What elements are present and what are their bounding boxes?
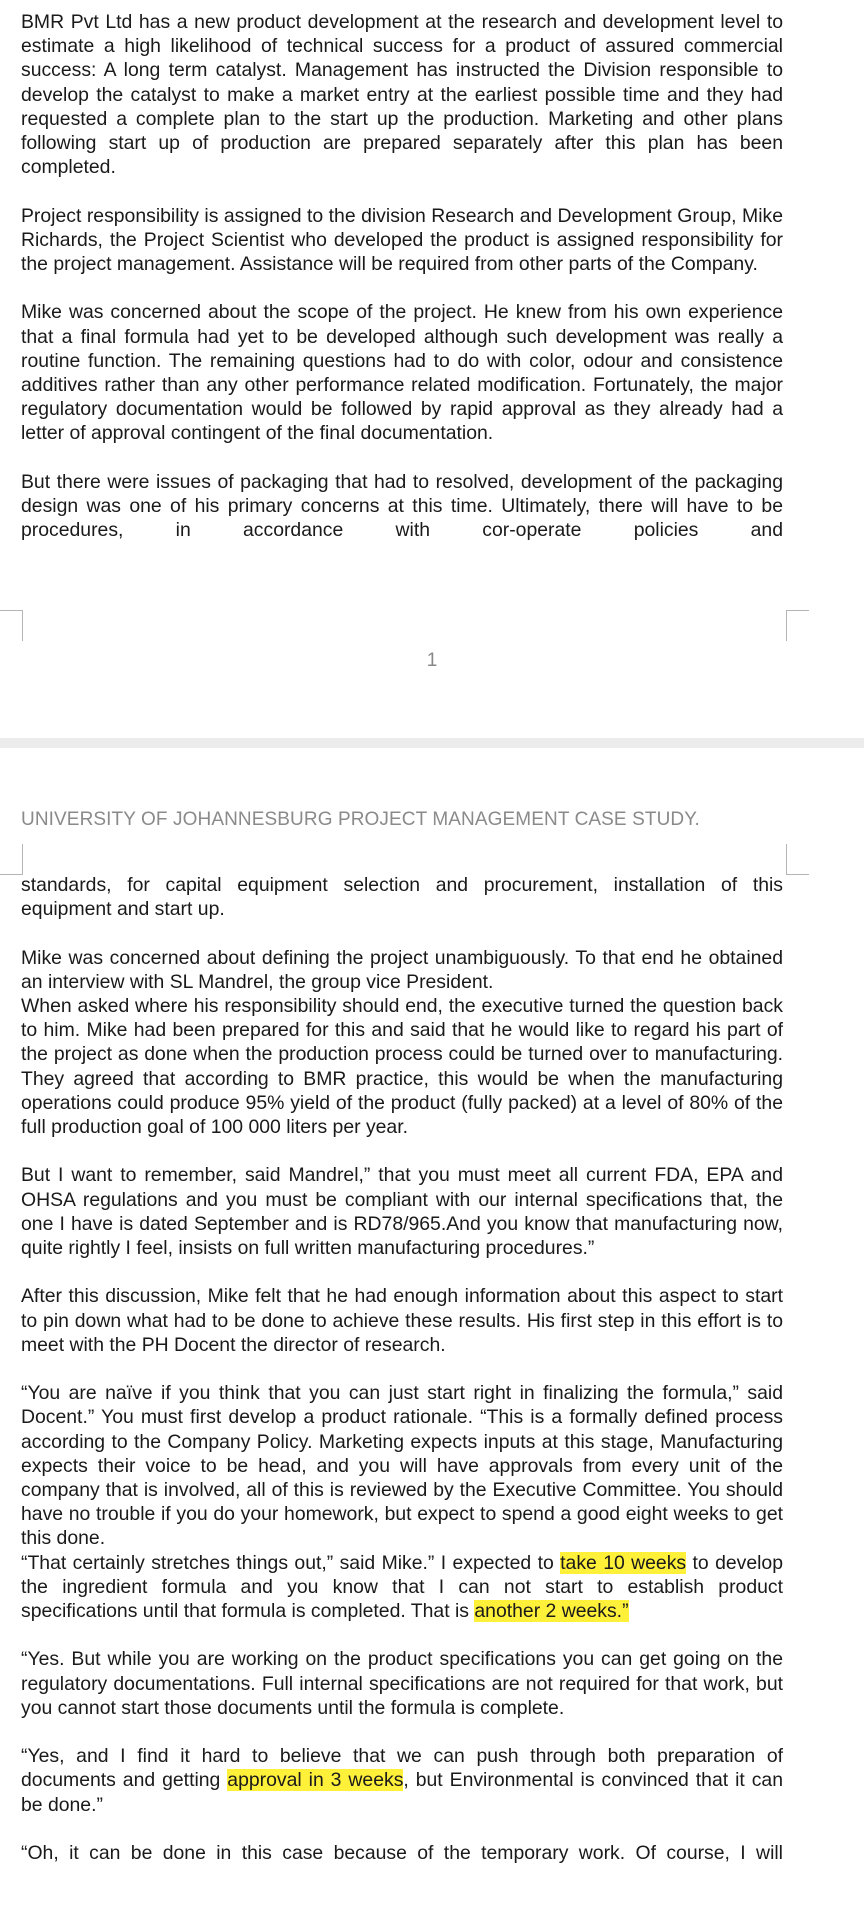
paragraph-4: But there were issues of packaging that had to resolved, development of the packaging design was one of his primary concerns at this time. Ultimately, there will have to be procedures, in accordance with cor-operate policies and [21,470,783,542]
header-corner-mark-left [0,844,23,875]
page-number: 1 [426,650,438,671]
paragraph-docent: “You are naïve if you think that you can just start right in finalizing the formula,” said Docent.” You must first develop a product rationale. “This is a formally defined process according to the Company Policy. Marketing expects inputs at this stage, Manufacturing expects their voice to be head, and you will have approvals from every unit of the company that is involved, all of this is reviewed by the Executive Committee. You should have no trouble if you do your homework, but expect to spend a good eight weeks to get this done. [21,1382,783,1550]
header-corner-mark-right [786,844,809,875]
highlight-another-2-weeks: another 2 weeks.” [474,1600,629,1623]
page-header: UNIVERSITY OF JOHANNESBURG PROJECT MANAGEMENT CASE STUDY. [21,809,700,830]
paragraph-mike-reply [21,1551,783,1624]
paragraph-continued: standards, for capital equipment selection and procurement, installation of this equipment and start up. [21,874,783,921]
margin-corner-mark-left [0,610,23,641]
page-1-body [21,10,783,567]
margin-corner-mark-right [786,610,809,641]
text-run: “That certainly stretches things out,” said Mike.” I expected to [21,1551,561,1574]
paragraph-mandrel-interview: Mike was concerned about defining the project unambiguously. To that end he obtained an interview with SL Mandrel, the group vice President. [21,946,783,993]
document-page-1 [0,0,864,738]
paragraph-approval [21,1744,783,1817]
page-2-body [21,873,783,1889]
paragraph-next-step: After this discussion, Mike felt that he had enough information about this aspect to start to pin down what had to be done to achieve these results. His first step in this effort is to meet with the PH Docent the director of research. [21,1285,783,1356]
paragraph-product-specs: “Yes. But while you are working on the product specifications you can get going on the regulatory documentations. Full internal specifications are not required for that work, but you cannot start those documents until the formula is complete. [21,1648,783,1719]
highlight-take-10-weeks: take 10 weeks [560,1551,687,1574]
text-run: “Yes, and I find it hard to believe that we can push through both preparation of documents and getting [21,1745,783,1792]
paragraph-2: Project responsibility is assigned to the division Research and Development Group, Mike Richards, the Project Scientist who developed the product is assigned responsibility for the project management. Assistance will be required from other parts of the Company. [21,204,783,276]
document-page-2 [0,748,864,1920]
page-separator [0,738,864,748]
paragraph-temporary-work: “Oh, it can be done in this case because of the temporary work. Of course, I will [21,1842,783,1865]
paragraph-1: BMR Pvt Ltd has a new product development at the research and development level to estimate a high likelihood of technical success for a product of assured commercial success: A long term catalyst. Management has instructed the Division responsible to develop the catalyst to make a market entry at the earliest possible time and they had requested a complete plan to the start up the production. Marketing and other plans following start up of production are prepared separately after this plan has been completed. [21,11,783,179]
highlight-approval-3-weeks: approval in 3 weeks [227,1769,404,1792]
text-run: , but Environmental is convinced that it can be done.” [21,1769,783,1816]
paragraph-responsibility: When asked where his responsibility should end, the executive turned the question back to him. Mike had been prepared for this and said that he would like to regard his part of the project as done when the production process could be turned over to manufacturing. They agreed that according to BMR practice, this would be when the manufacturing operations could produce 95% yield of the product (fully packed) at a level of 80% of the full production goal of 100 000 liters per year. [21,995,783,1139]
text-run: to develop the ingredient formula and you know that I can not start to establish product specifications until that formula is completed. That is [21,1551,783,1623]
paragraph-3: Mike was concerned about the scope of the project. He knew from his own experience that a final formula had yet to be developed although such development was really a routine function. The remaining questions had to do with color, odour and consistence additives rather than any other performance related modification. Fortunately, the major regulatory documentation would be followed by rapid approval as they already had a letter of approval contingent of the final documentation. [21,301,783,445]
paragraph-regulations: But I want to remember, said Mandrel,” that you must meet all current FDA, EPA and OHSA regulations and you must be compliant with our internal specifications that, the one I have is dated September and is RD78/965.And you know that manufacturing now, quite rightly I feel, insists on full written manufacturing procedures.” [21,1164,783,1260]
